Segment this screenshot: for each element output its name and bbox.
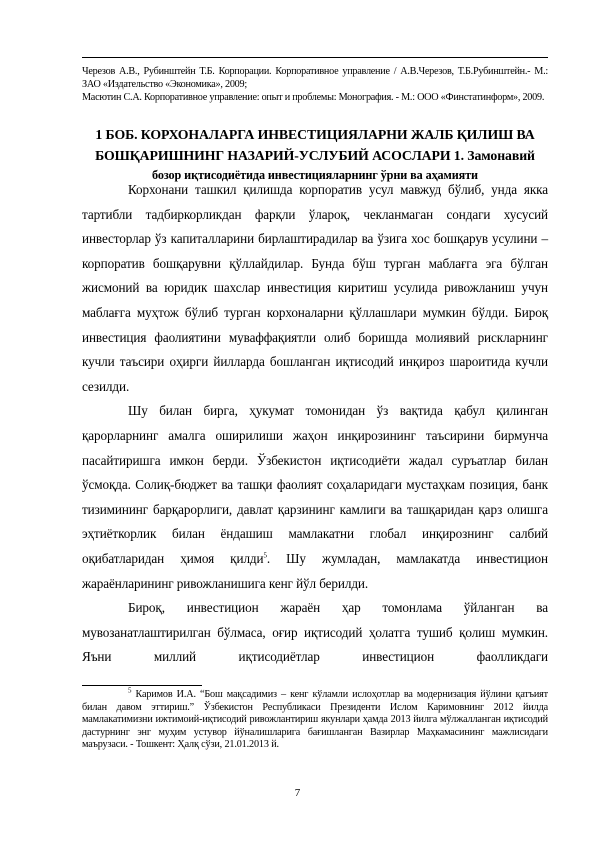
reference-list (82, 65, 548, 104)
body-text (82, 178, 548, 670)
footnote-text: Каримов И.А. “Бош мақсадимиз – кенг кўламли ислоҳотлар ва модернизация йўлини қатъият билан давом эттириш.” Ўзбекистон Республикаси Президенти Ислом Каримовнинг 2012 йилда мамлакатимизни ижтимоий-иқтисодий ривожлантириш якунлари ҳамда 2013 йилга мўлжалланган иқтисодий дастурнинг энг муҳим устувор йўналишларига бағишланган Вазирлар Маҳкамасининг мажлисидаги маърузаси. - Тошкент: Ҳалқ сўзи, 21.01.2013 й. (82, 689, 548, 751)
footnote (82, 686, 548, 752)
footnote-marker: 5 (263, 551, 267, 560)
paragraph-text-tail: . Шу жумладан, мамлакатда инвестицион жараёнларининг ривожланишига кенг йўл берилди. (82, 550, 548, 591)
page-number: 7 (294, 787, 301, 799)
paragraph: Бироқ, инвестицион жараён ҳар томонлама ўйланган ва мувозанатлаштирилган бўлмаса, оғир иқтисодий ҳолатга тушиб қолиш мумкин. Яъни миллий иқтисодиётлар инвестицион фаолликдаги (82, 600, 548, 665)
paragraph-text: Шу билан бирга, ҳукумат томонидан ўз вақтида қабул қилинган қарорларнинг амалга оширилиши жаҳон инқирозининг таъсирини бирмунча пасайтиришга имкон берди. Ўзбекистон иқтисодиёти жадал суръатлар билан ўсмоқда. Солиқ-бюджет ва ташқи фаолият соҳаларидаги мустаҳкам позиция, банк тизимининг барқарорлиги, давлат қарзининг камлиги ва ташқаридан қарз олишга эҳтиёткорлик билан ёндашиш мамлакатни глобал инқирознинг салбий оқибатларидан ҳимоя қилди (82, 403, 548, 566)
chapter-heading (78, 124, 552, 184)
chapter-title: 1 БОБ. КОРХОНАЛАРГА ИНВЕСТИЦИЯЛАРНИ ЖАЛБ ҚИЛИШ ВА БОШҚАРИШНИНГ НАЗАРИЙ-УСЛУБИЙ АСОСЛАРИ 1. Замонавий (95, 127, 535, 163)
reference-item: Масютин С.А. Корпоративное управление: опыт и проблемы: Монография. - М.: ООО «Финстатинформ», 2009. (82, 92, 545, 103)
footnote-separator (82, 685, 202, 686)
reference-item: Черезов А.В., Рубинштейн Т.Б. Корпорации. Корпоративное управление / А.В.Черезов, Т.Б.Рубинштейн.- М.: ЗАО «Издательство «Экономика», 2009; (82, 66, 548, 90)
paragraph: Корхонани ташкил қилишда корпоратив усул мавжуд бўлиб, унда якка тартибли тадбиркорликдан фарқли ўлароқ, чекланмаган сондаги хусусий инвесторлар ўз капиталларини бирлаштирадилар ва ўзига хос бошқарув усулини – корпоратив бошқарувни қўллайдилар. Бунда бўш турган маблағга эга бўлган жисмоний ва юридик шахслар инвестиция киритиш усулида ривожланиш учун маблағга муҳтож бўлиб турган корхоналарни қўллашлари мумкин бўлди. Бироқ инвестиция фаолиятини муваффақиятли олиб боришда молиявий рискларнинг кучли таъсири оҳирги йилларда бошланган иқтисодий инқироз шароитида кучли сезилди. (82, 182, 548, 394)
section-title: бозор иқтисодиётида инвестицияларнинг ўрни ва аҳамияти (152, 168, 478, 182)
footnote-number: 5 (128, 686, 132, 695)
paragraph (82, 399, 548, 596)
top-rule (82, 57, 548, 58)
